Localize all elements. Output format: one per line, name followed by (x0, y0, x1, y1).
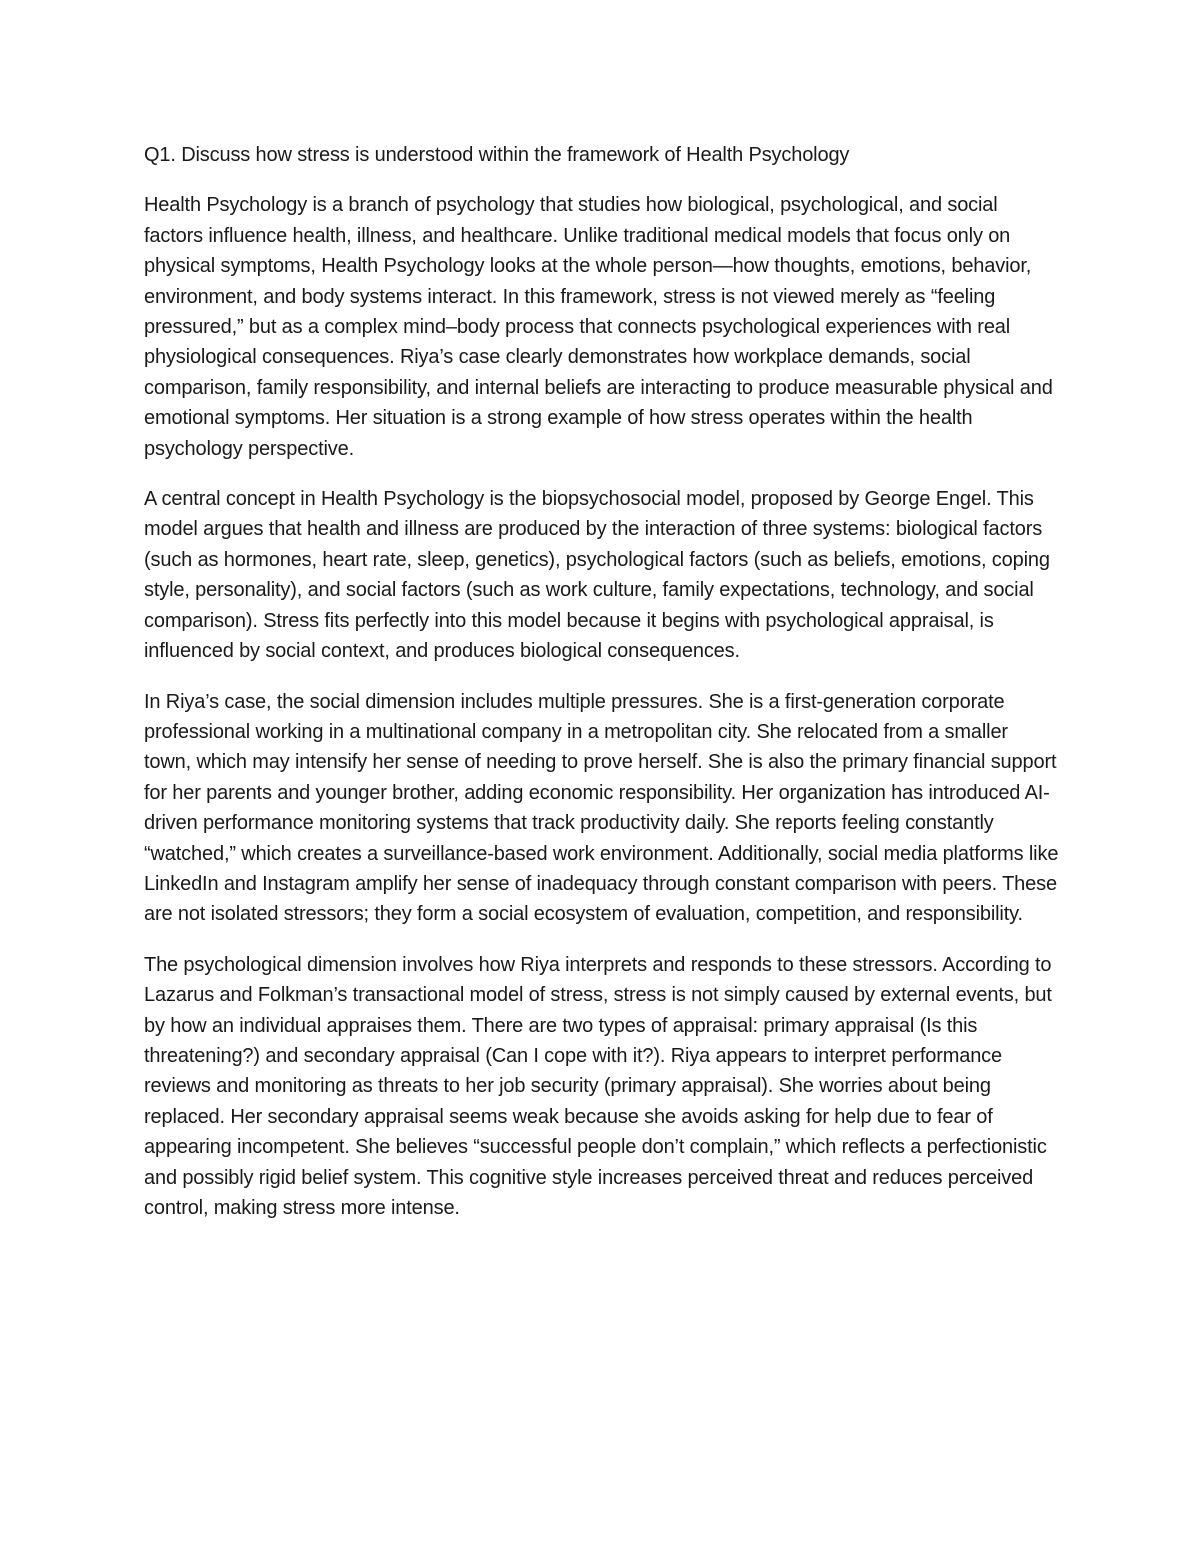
document-body (144, 140, 1059, 1243)
paragraph-social-dimension: In Riya’s case, the social dimension includes multiple pressures. She is a first-generation corporate professional working in a multinational company in a metropolitan city. She relocated from a smaller town, which may intensify her sense of needing to prove herself. She is also the primary financial support for her parents and younger brother, adding economic responsibility. Her organization has introduced AI-driven performance monitoring systems that track productivity daily. She reports feeling constantly “watched,” which creates a surveillance-based work environment. Additionally, social media platforms like LinkedIn and Instagram amplify her sense of inadequacy through constant comparison with peers. These are not isolated stressors; they form a social ecosystem of evaluation, competition, and responsibility. (144, 690, 1059, 926)
question-heading: Q1. Discuss how stress is understood within the framework of Health Psychology (144, 144, 850, 166)
paragraph-health-psychology-definition: Health Psychology is a branch of psychology that studies how biological, psychological, and social factors influence health, illness, and healthcare. Unlike traditional medical models that focus only on physical symptoms, Health Psychology looks at the whole person—how thoughts, emotions, behavior, environment, and body systems interact. In this framework, stress is not viewed merely as “feeling pressured,” but as a complex mind–body process that connects psychological experiences with real physiological consequences. Riya’s case clearly demonstrates how workplace demands, social comparison, family responsibility, and internal beliefs are interacting to produce measurable physical and emotional symptoms. Her situation is a strong example of how stress operates within the health psychology perspective. (144, 194, 1053, 460)
paragraph-biopsychosocial-model: A central concept in Health Psychology is the biopsychosocial model, proposed by George Engel. This model argues that health and illness are produced by the interaction of three systems: biological factors (such as hormones, heart rate, sleep, genetics), psychological factors (such as beliefs, emotions, coping style, personality), and social factors (such as work culture, family expectations, technology, and social comparison). Stress fits perfectly into this model because it begins with psychological appraisal, is influenced by social context, and produces biological consequences. (144, 488, 1050, 663)
paragraph-psychological-dimension: The psychological dimension involves how Riya interprets and responds to these stressors. According to Lazarus and Folkman’s transactional model of stress, stress is not simply caused by external events, but by how an individual appraises them. There are two types of appraisal: primary appraisal (Is this threatening?) and secondary appraisal (Can I cope with it?). Riya appears to interpret performance reviews and monitoring as threats to her job security (primary appraisal). She worries about being replaced. Her secondary appraisal seems weak because she avoids asking for help due to fear of appearing incompetent. She believes “successful people don’t complain,” which reflects a perfectionistic and possibly rigid belief system. This cognitive style increases perceived threat and reduces perceived control, making stress more intense. (144, 953, 1052, 1219)
